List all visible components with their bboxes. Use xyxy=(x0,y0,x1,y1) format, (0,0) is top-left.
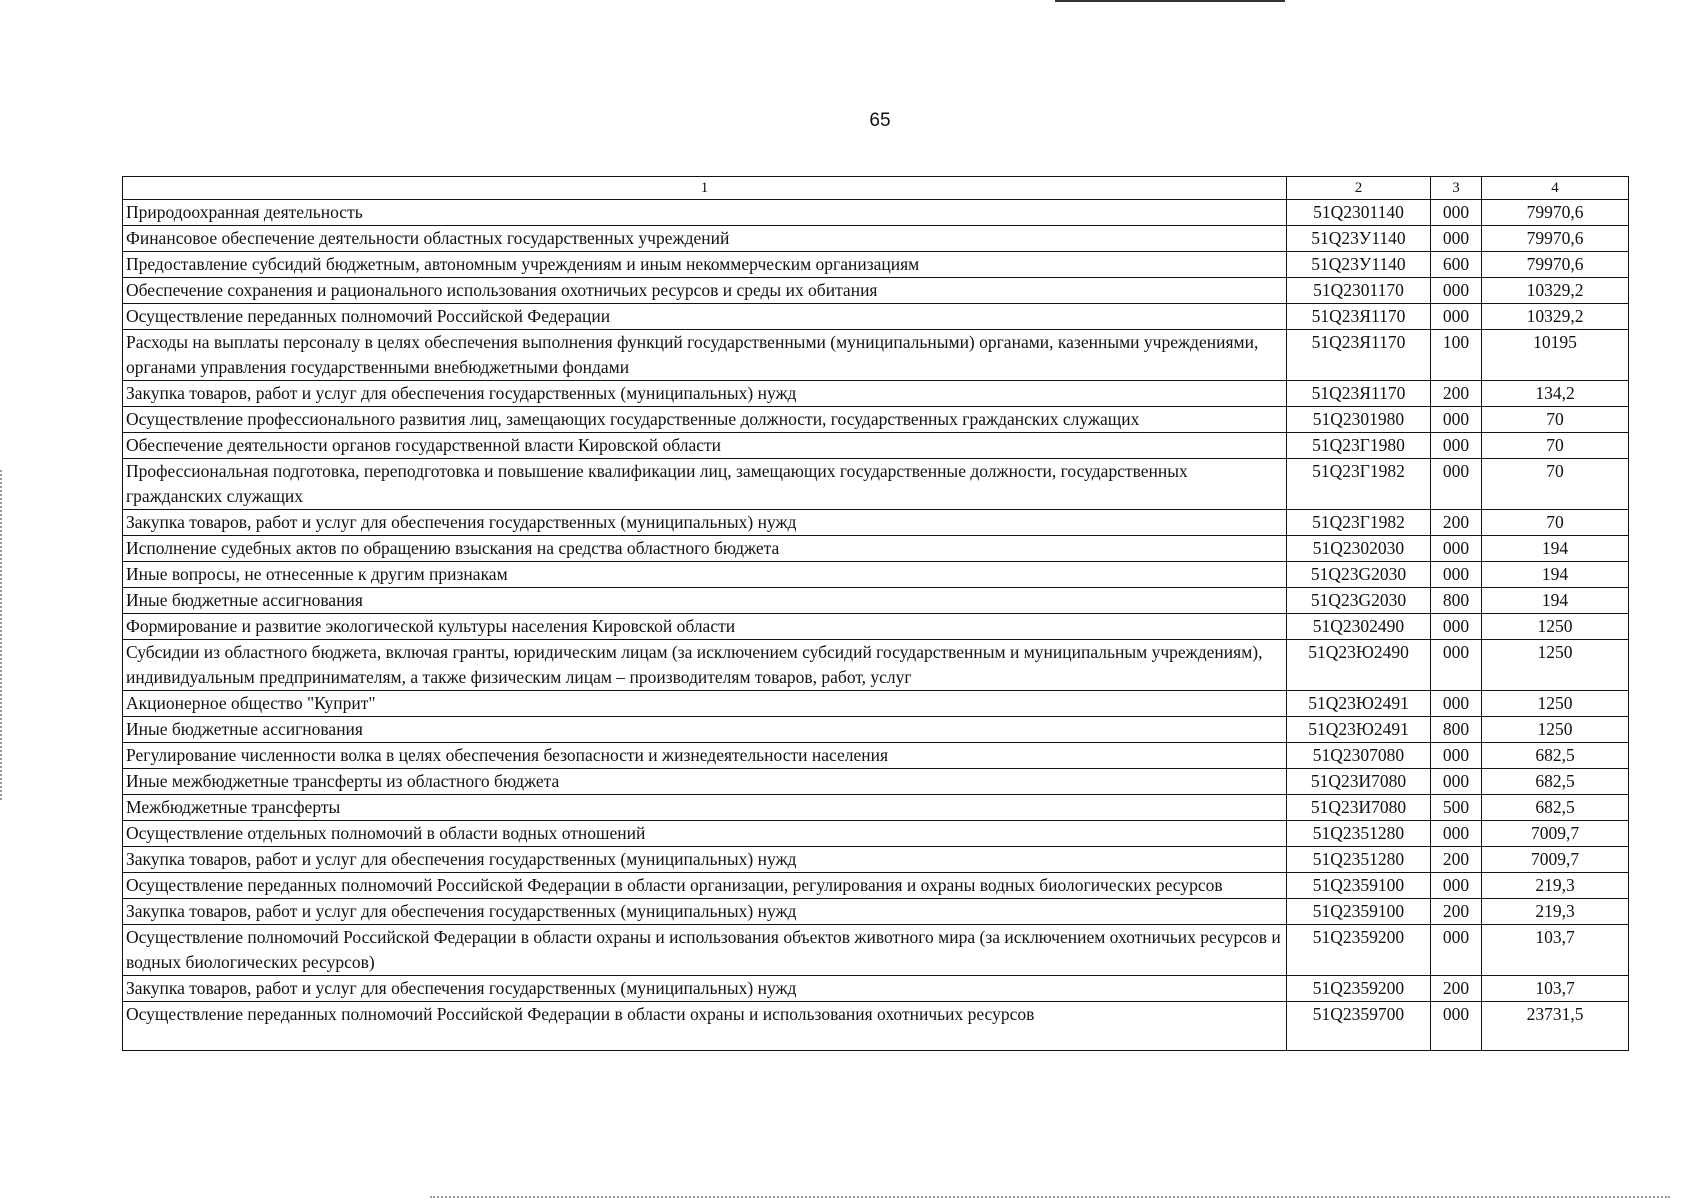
scan-edge-marks xyxy=(0,470,5,800)
table-row xyxy=(123,459,1629,510)
table-row xyxy=(123,1002,1629,1051)
row-amount-cell: 70 xyxy=(1482,510,1629,536)
row-amount-cell: 682,5 xyxy=(1482,769,1629,795)
row-vr-cell: 000 xyxy=(1431,536,1482,562)
row-name-cell: Закупка товаров, работ и услуг для обеспечения государственных (муниципальных) нужд xyxy=(123,847,1287,873)
row-vr-cell: 000 xyxy=(1431,226,1482,252)
table-row xyxy=(123,330,1629,381)
row-code-cell: 51Q2302030 xyxy=(1287,536,1431,562)
table-row xyxy=(123,278,1629,304)
row-amount-cell: 1250 xyxy=(1482,717,1629,743)
table-row xyxy=(123,640,1629,691)
row-name-cell: Финансовое обеспечение деятельности областных государственных учреждений xyxy=(123,226,1287,252)
row-name-cell: Осуществление переданных полномочий Российской Федерации в области организации, регулирования и охраны водных биологических ресурсов xyxy=(123,873,1287,899)
row-vr-cell: 600 xyxy=(1431,252,1482,278)
row-vr-cell: 000 xyxy=(1431,640,1482,691)
row-code-cell: 51Q2301140 xyxy=(1287,200,1431,226)
page-number: 65 xyxy=(869,110,891,131)
header-row xyxy=(123,177,1629,200)
row-vr-cell: 000 xyxy=(1431,459,1482,510)
row-code-cell: 51Q2307080 xyxy=(1287,743,1431,769)
row-vr-cell: 200 xyxy=(1431,976,1482,1002)
table-row xyxy=(123,795,1629,821)
row-amount-cell: 219,3 xyxy=(1482,873,1629,899)
row-vr-cell: 200 xyxy=(1431,847,1482,873)
row-code-cell: 51Q2301170 xyxy=(1287,278,1431,304)
row-code-cell: 51Q23Г1980 xyxy=(1287,433,1431,459)
row-amount-cell: 70 xyxy=(1482,433,1629,459)
row-amount-cell: 10329,2 xyxy=(1482,278,1629,304)
row-name-cell: Формирование и развитие экологической культуры населения Кировской области xyxy=(123,614,1287,640)
row-amount-cell: 1250 xyxy=(1482,691,1629,717)
table-row xyxy=(123,976,1629,1002)
row-name-cell: Обеспечение сохранения и рационального использования охотничьих ресурсов и среды их обитания xyxy=(123,278,1287,304)
row-vr-cell: 200 xyxy=(1431,381,1482,407)
row-vr-cell: 000 xyxy=(1431,769,1482,795)
row-name-cell: Иные вопросы, не отнесенные к другим признакам xyxy=(123,562,1287,588)
row-vr-cell: 000 xyxy=(1431,743,1482,769)
table-row xyxy=(123,407,1629,433)
row-vr-cell: 000 xyxy=(1431,614,1482,640)
row-name-cell: Акционерное общество "Куприт" xyxy=(123,691,1287,717)
row-code-cell: 51Q23Я1170 xyxy=(1287,330,1431,381)
row-code-cell: 51Q23И7080 xyxy=(1287,795,1431,821)
row-code-cell: 51Q2359200 xyxy=(1287,925,1431,976)
row-amount-cell: 1250 xyxy=(1482,640,1629,691)
row-amount-cell: 79970,6 xyxy=(1482,252,1629,278)
row-name-cell: Профессиональная подготовка, переподготовка и повышение квалификации лиц, замещающих государственные должности, государственных гражданских служащих xyxy=(123,459,1287,510)
table-row xyxy=(123,562,1629,588)
table-row xyxy=(123,847,1629,873)
row-name-cell: Осуществление полномочий Российской Федерации в области охраны и использования объектов животного мира (за исключением охотничьих ресурсов и водных биологических ресурсов) xyxy=(123,925,1287,976)
table-row xyxy=(123,252,1629,278)
header-col-1: 1 xyxy=(123,177,1287,200)
row-name-cell: Закупка товаров, работ и услуг для обеспечения государственных (муниципальных) нужд xyxy=(123,976,1287,1002)
row-vr-cell: 000 xyxy=(1431,691,1482,717)
header-col-2: 2 xyxy=(1287,177,1431,200)
table-row xyxy=(123,925,1629,976)
row-name-cell: Иные межбюджетные трансферты из областного бюджета xyxy=(123,769,1287,795)
row-code-cell: 51Q23Я1170 xyxy=(1287,381,1431,407)
table-row xyxy=(123,226,1629,252)
row-amount-cell: 682,5 xyxy=(1482,795,1629,821)
row-code-cell: 51Q23Г1982 xyxy=(1287,510,1431,536)
row-name-cell: Межбюджетные трансферты xyxy=(123,795,1287,821)
row-name-cell: Обеспечение деятельности органов государственной власти Кировской области xyxy=(123,433,1287,459)
row-name-cell: Осуществление профессионального развития лиц, замещающих государственные должности, государственных гражданских служащих xyxy=(123,407,1287,433)
row-code-cell: 51Q2351280 xyxy=(1287,821,1431,847)
row-code-cell: 51Q23Ю2491 xyxy=(1287,691,1431,717)
row-amount-cell: 134,2 xyxy=(1482,381,1629,407)
budget-table xyxy=(122,176,1629,1051)
row-code-cell: 51Q2301980 xyxy=(1287,407,1431,433)
row-vr-cell: 000 xyxy=(1431,433,1482,459)
table-row xyxy=(123,433,1629,459)
table-row xyxy=(123,899,1629,925)
row-amount-cell: 79970,6 xyxy=(1482,226,1629,252)
row-code-cell: 51Q23У1140 xyxy=(1287,226,1431,252)
table-row xyxy=(123,381,1629,407)
table-row xyxy=(123,743,1629,769)
row-amount-cell: 194 xyxy=(1482,562,1629,588)
row-amount-cell: 682,5 xyxy=(1482,743,1629,769)
row-code-cell: 51Q23И7080 xyxy=(1287,769,1431,795)
table-row xyxy=(123,510,1629,536)
row-name-cell: Закупка товаров, работ и услуг для обеспечения государственных (муниципальных) нужд xyxy=(123,899,1287,925)
row-vr-cell: 000 xyxy=(1431,278,1482,304)
table-row xyxy=(123,588,1629,614)
row-amount-cell: 194 xyxy=(1482,588,1629,614)
row-code-cell: 51Q2359100 xyxy=(1287,873,1431,899)
row-amount-cell: 23731,5 xyxy=(1482,1002,1629,1051)
row-name-cell: Осуществление переданных полномочий Российской Федерации xyxy=(123,304,1287,330)
row-code-cell: 51Q23G2030 xyxy=(1287,562,1431,588)
row-vr-cell: 800 xyxy=(1431,588,1482,614)
row-amount-cell: 10329,2 xyxy=(1482,304,1629,330)
row-name-cell: Осуществление переданных полномочий Российской Федерации в области охраны и использования охотничьих ресурсов xyxy=(123,1002,1287,1051)
row-name-cell: Иные бюджетные ассигнования xyxy=(123,717,1287,743)
row-vr-cell: 800 xyxy=(1431,717,1482,743)
row-vr-cell: 200 xyxy=(1431,899,1482,925)
header-col-3: 3 xyxy=(1431,177,1482,200)
row-amount-cell: 1250 xyxy=(1482,614,1629,640)
row-amount-cell: 194 xyxy=(1482,536,1629,562)
row-vr-cell: 000 xyxy=(1431,925,1482,976)
row-amount-cell: 7009,7 xyxy=(1482,847,1629,873)
row-name-cell: Природоохранная деятельность xyxy=(123,200,1287,226)
row-amount-cell: 103,7 xyxy=(1482,976,1629,1002)
row-code-cell: 51Q23Ю2491 xyxy=(1287,717,1431,743)
row-code-cell: 51Q2359200 xyxy=(1287,976,1431,1002)
row-code-cell: 51Q23Я1170 xyxy=(1287,304,1431,330)
top-rule xyxy=(1055,0,1285,2)
table-row xyxy=(123,691,1629,717)
row-code-cell: 51Q2359700 xyxy=(1287,1002,1431,1051)
row-name-cell: Осуществление отдельных полномочий в области водных отношений xyxy=(123,821,1287,847)
table-row xyxy=(123,873,1629,899)
table-body xyxy=(123,200,1629,1051)
row-amount-cell: 103,7 xyxy=(1482,925,1629,976)
row-vr-cell: 200 xyxy=(1431,510,1482,536)
row-vr-cell: 000 xyxy=(1431,1002,1482,1051)
row-amount-cell: 219,3 xyxy=(1482,899,1629,925)
row-name-cell: Расходы на выплаты персоналу в целях обеспечения выполнения функций государственными (муниципальными) органами, казенными учреждениями, органами управления государственными внебюджетными фондами xyxy=(123,330,1287,381)
row-vr-cell: 000 xyxy=(1431,873,1482,899)
table-row xyxy=(123,536,1629,562)
row-name-cell: Закупка товаров, работ и услуг для обеспечения государственных (муниципальных) нужд xyxy=(123,381,1287,407)
row-amount-cell: 10195 xyxy=(1482,330,1629,381)
row-vr-cell: 100 xyxy=(1431,330,1482,381)
table-row xyxy=(123,200,1629,226)
row-vr-cell: 000 xyxy=(1431,200,1482,226)
row-amount-cell: 79970,6 xyxy=(1482,200,1629,226)
bottom-rule xyxy=(430,1196,1670,1199)
row-code-cell: 51Q2359100 xyxy=(1287,899,1431,925)
row-vr-cell: 000 xyxy=(1431,562,1482,588)
row-name-cell: Субсидии из областного бюджета, включая гранты, юридическим лицам (за исключением субсидий государственным и муниципальным учреждениям), индивидуальным предпринимателям, а также физическим лицам – производителям товаров, работ, услуг xyxy=(123,640,1287,691)
row-amount-cell: 70 xyxy=(1482,459,1629,510)
row-amount-cell: 70 xyxy=(1482,407,1629,433)
row-code-cell: 51Q2302490 xyxy=(1287,614,1431,640)
row-code-cell: 51Q23G2030 xyxy=(1287,588,1431,614)
row-vr-cell: 500 xyxy=(1431,795,1482,821)
table-row xyxy=(123,769,1629,795)
row-amount-cell: 7009,7 xyxy=(1482,821,1629,847)
row-code-cell: 51Q2351280 xyxy=(1287,847,1431,873)
table-row xyxy=(123,717,1629,743)
table-row xyxy=(123,821,1629,847)
row-name-cell: Иные бюджетные ассигнования xyxy=(123,588,1287,614)
header-col-4: 4 xyxy=(1482,177,1629,200)
row-vr-cell: 000 xyxy=(1431,821,1482,847)
row-vr-cell: 000 xyxy=(1431,407,1482,433)
row-name-cell: Исполнение судебных актов по обращению взыскания на средства областного бюджета xyxy=(123,536,1287,562)
row-vr-cell: 000 xyxy=(1431,304,1482,330)
table-row xyxy=(123,614,1629,640)
row-name-cell: Предоставление субсидий бюджетным, автономным учреждениям и иным некоммерческим организациям xyxy=(123,252,1287,278)
row-code-cell: 51Q23У1140 xyxy=(1287,252,1431,278)
row-code-cell: 51Q23Ю2490 xyxy=(1287,640,1431,691)
row-name-cell: Регулирование численности волка в целях обеспечения безопасности и жизнедеятельности населения xyxy=(123,743,1287,769)
row-name-cell: Закупка товаров, работ и услуг для обеспечения государственных (муниципальных) нужд xyxy=(123,510,1287,536)
table-row xyxy=(123,304,1629,330)
row-code-cell: 51Q23Г1982 xyxy=(1287,459,1431,510)
